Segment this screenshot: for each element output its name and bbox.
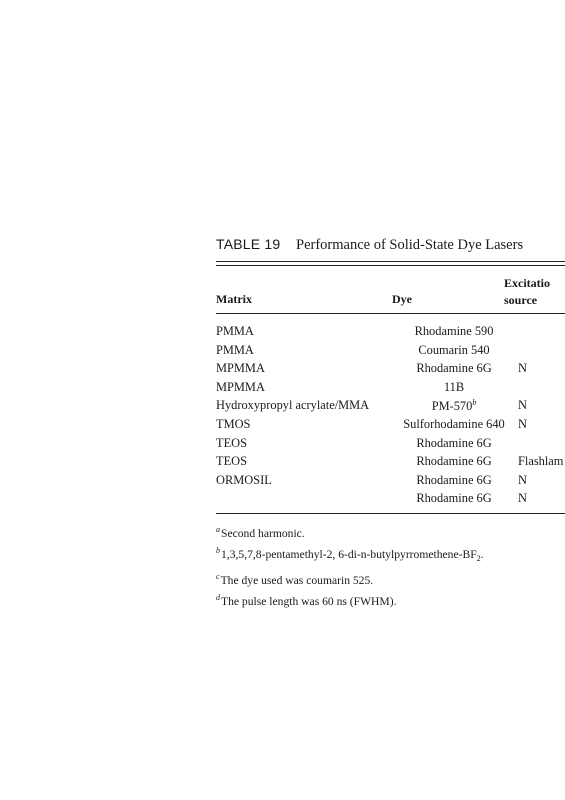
cell-dye-text: Rhodamine 6G (416, 361, 492, 376)
footnote-tail: . (480, 548, 484, 562)
table-row (216, 361, 565, 379)
table-row (216, 398, 565, 416)
cell-matrix: Hydroxypropyl acrylate/MMA (216, 398, 370, 413)
cell-dye-text: Rhodamine 6G (416, 491, 492, 506)
footnote-text: The dye used was coumarin 525. (220, 573, 374, 587)
table-title: Performance of Solid-State Dye Lasers (296, 237, 524, 253)
cell-matrix: MPMMA (216, 379, 265, 394)
cell-dye-text: Coumarin 540 (418, 342, 490, 357)
cell-dye (389, 473, 519, 488)
footnote-mark: d (216, 593, 220, 603)
footnote-text: 1,3,5,7,8-pentamethyl-2, 6-di-n-butylpyrromethene-BF (221, 548, 477, 562)
table-row (216, 436, 565, 454)
header-rule (216, 313, 565, 314)
cell-excitation-source: N (518, 361, 527, 376)
table-caption (216, 236, 523, 254)
cell-dye (389, 343, 519, 358)
table-row (216, 324, 565, 342)
cell-dye-text: Rhodamine 6G (416, 472, 492, 487)
footnote (216, 542, 484, 568)
table-row (216, 491, 565, 509)
cell-matrix: MPMMA (216, 361, 265, 376)
footnote-text: Second harmonic. (221, 526, 305, 540)
header-dye: Dye (392, 292, 412, 306)
header-excitation-source (504, 275, 550, 309)
table-label: TABLE 19 (216, 236, 281, 252)
table-bottom-rule (216, 513, 565, 514)
footnote-mark: a (216, 525, 220, 534)
footnote-mark: c (216, 572, 220, 582)
cell-dye (389, 417, 519, 432)
cell-dye (389, 491, 519, 506)
cell-dye-text: Sulforhodamine 640 (403, 417, 505, 431)
cell-matrix: ORMOSIL (216, 472, 272, 487)
header-excitation-line2: source (504, 293, 538, 307)
footnote-subscript: 2 (476, 554, 481, 564)
cell-dye-text: PM-570 (431, 399, 473, 414)
cell-dye (389, 324, 519, 339)
footnote-mark: b (216, 546, 220, 556)
cell-dye (389, 361, 519, 376)
footnote (216, 568, 484, 589)
cell-excitation-source: N (518, 417, 527, 431)
cell-excitation-source: N (518, 491, 527, 506)
cell-dye (389, 454, 519, 469)
table-row (216, 417, 565, 435)
cell-dye-text: Rhodamine 6G (416, 435, 492, 450)
cell-dye-text: 11B (443, 379, 465, 394)
table-top-rule-thin (216, 265, 565, 266)
cell-matrix: TEOS (216, 454, 247, 469)
table-row (216, 454, 565, 472)
footnote (216, 521, 484, 542)
cell-excitation-source: Flashlam (518, 454, 564, 469)
table-row (216, 343, 565, 361)
table-row (216, 473, 565, 491)
cell-matrix: PMMA (216, 342, 254, 357)
table-row (216, 380, 565, 398)
cell-excitation-source: N (518, 398, 527, 413)
cell-dye-text: Rhodamine 6G (416, 454, 492, 469)
footnote-text: The pulse length was 60 ns (FWHM). (221, 595, 397, 609)
footnote-marker: b (472, 398, 477, 408)
cell-matrix: TEOS (216, 435, 247, 450)
cell-dye (389, 436, 519, 451)
table-footnotes (216, 521, 484, 611)
cell-dye (389, 380, 519, 395)
table-top-rule (216, 261, 565, 262)
footnote (216, 589, 484, 610)
header-excitation-line1: Excitatio (504, 276, 550, 290)
cell-matrix: TMOS (216, 417, 251, 431)
header-matrix: Matrix (216, 292, 252, 306)
cell-dye-text: Rhodamine 590 (414, 324, 494, 338)
cell-dye (389, 398, 519, 414)
cell-matrix: PMMA (216, 324, 254, 338)
cell-excitation-source: N (518, 472, 527, 487)
